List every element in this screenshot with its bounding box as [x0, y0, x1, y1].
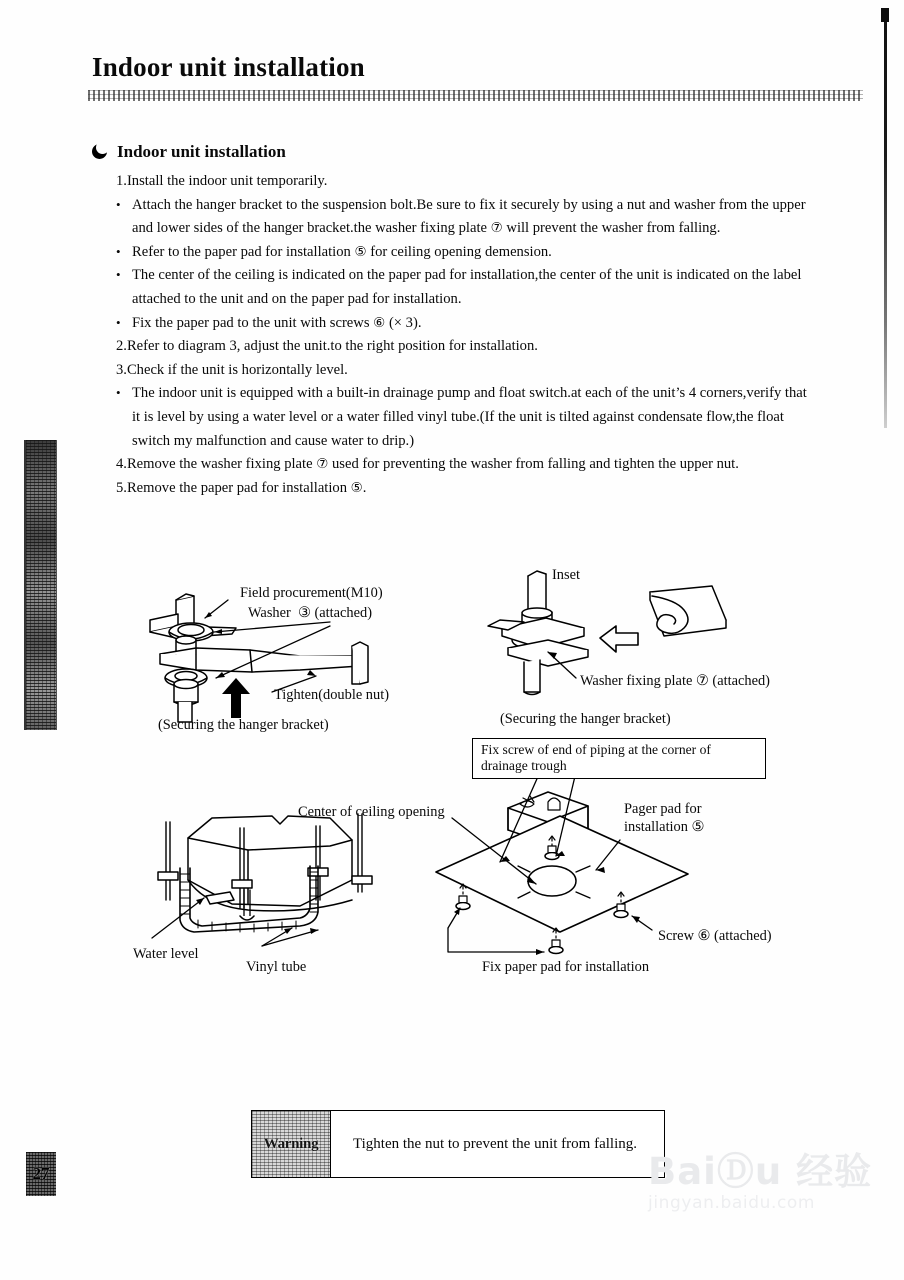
bullet-line-3: switch my malfunction and cause water to drip.)	[132, 432, 415, 449]
page-number: 27	[32, 1164, 50, 1183]
fig2-label-inset: Inset	[552, 567, 580, 583]
bullet-line-1: • Attach the hanger bracket to the suspension bolt.Be sure to fix it securely by using a nut and washer from the upper	[132, 196, 806, 213]
fig2-caption: (Securing the hanger bracket)	[500, 711, 671, 727]
fig1-label-tighten: Tighten(double nut)	[274, 687, 389, 703]
fig4-callout-fix-screw: Fix screw of end of piping at the corner of drainage trough	[472, 738, 766, 779]
step-3: 3.Check if the unit is horizontally level.	[116, 361, 348, 378]
warning-label-cell	[252, 1111, 331, 1177]
fig3-label-vinyl-tube: Vinyl tube	[246, 959, 307, 975]
section-heading-label: Indoor unit installation	[117, 142, 286, 161]
fig4-label-center-ceiling-opening: Center of ceiling opening	[298, 804, 445, 820]
fig4-label-pager-pad-line2: installation ⑤	[624, 819, 705, 835]
step-5: 5.Remove the paper pad for installation ⑤.	[116, 479, 367, 496]
bullet-refer-paper-pad: • Refer to the paper pad for installation ⑤ for ceiling opening demension.	[112, 241, 852, 265]
circled-seven-icon: ⑦	[316, 456, 329, 473]
warning-text: Tighten the nut to prevent the unit from falling.	[353, 1135, 637, 1152]
circled-five-icon: ⑤	[354, 243, 367, 260]
fig4-label-fix-paper-pad: Fix paper pad for installation	[482, 959, 650, 975]
fig3-label-water-level: Water level	[133, 946, 199, 962]
warning-box	[251, 1110, 665, 1178]
circled-six-icon: ⑥	[373, 314, 386, 331]
watermark-sub: jingyan.baidu.com	[648, 1193, 816, 1213]
fig1-caption: (Securing the hanger bracket)	[158, 717, 329, 733]
watermark-main: BaiⒹu 经验	[648, 1150, 873, 1193]
step-4: 4.Remove the washer fixing plate ⑦ used for preventing the washer from falling and tighten the upper nut.	[116, 456, 739, 473]
bullet-line-1: • The center of the ceiling is indicated on the paper pad for installation,the center of the unit is indicated on the label	[132, 267, 802, 284]
bullet-fix-paper-pad: • Fix the paper pad to the unit with screws ⑥ (× 3).	[112, 312, 852, 336]
circled-seven-icon: ⑦	[490, 220, 503, 237]
bullet-line-1: • The indoor unit is equipped with a built-in drainage pump and float switch.at each of the unit’s 4 corners,verify that	[132, 385, 807, 402]
fig1-label-washer: Washer ③ (attached)	[248, 605, 373, 621]
circled-five-icon: ⑤	[350, 479, 363, 496]
bullet-line-2: it is level by using a water level or a water filled vinyl tube.(If the unit is tilted against condensate flow,the float	[132, 408, 784, 425]
step-2: 2.Refer to diagram 3, adjust the unit.to the right position for installation.	[116, 338, 538, 355]
step-1: 1.Install the indoor unit temporarily.	[116, 173, 328, 189]
fig1-label-field-procurement: Field procurement(M10)	[240, 585, 383, 601]
fig-water-level-check	[152, 814, 372, 946]
bullet-line-2: and lower sides of the hanger bracket.the washer fixing plate ⑦ will prevent the washer from falling.	[132, 220, 721, 237]
fig4-label-pager-pad-line1: Pager pad for	[624, 801, 702, 817]
fig4-label-screw: Screw ⑥ (attached)	[658, 928, 772, 944]
fig2-label-washer-fixing-plate: Washer fixing plate ⑦ (attached)	[580, 673, 770, 689]
page-title: Indoor unit installation	[92, 52, 365, 82]
warning-label: Warning	[263, 1135, 319, 1152]
bullet-line-2: attached to the unit and on the paper pad for installation.	[132, 290, 462, 307]
